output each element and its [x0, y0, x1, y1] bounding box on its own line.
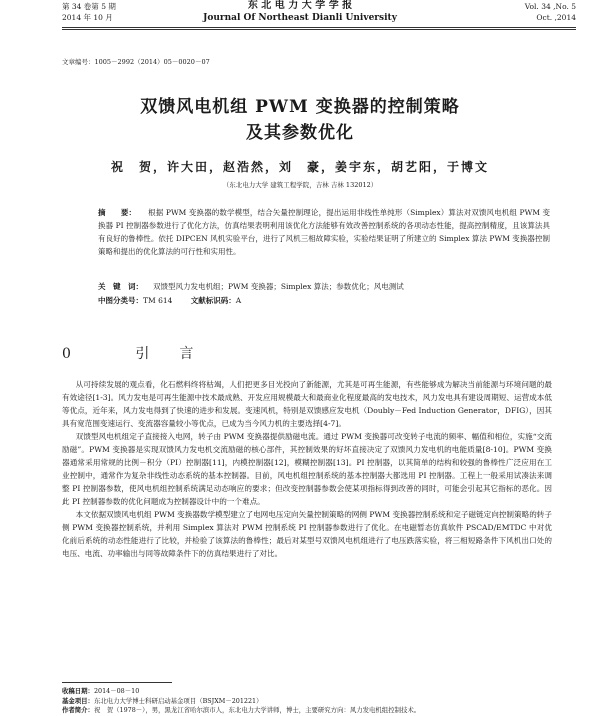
- doc-code-value: A: [235, 296, 242, 305]
- abstract-text: 根据 PWM 变换器的数学模型，结合矢量控制理论，提出运用非线性单纯形（Simplex）算法对双馈风电机组 PWM 变换器 PI 控制器参数进行了优化方法，仿真结果表明利用该优化方法能够有效改善控制系统的各项动态性能，提高控制精度，且该算法具有良好的鲁棒性。依托 DIPCEN 风机实验平台，进行了风机三相故障实验，实验结果证明了所建立的 Simplex 算法 PWM 变换器控制策略和提出的优化算法的可行性和实用性。: [98, 208, 551, 256]
- paper-title-line1: 双馈风电机组 PWM 变换器的控制策略: [140, 97, 460, 117]
- paragraph-3: 本文依据双馈风电机组 PWM 变换器数学模型建立了电网电压定向矢量控制策略的网侧 PWM 变换器控制系统和定子磁链定向控制策略的转子侧 PWM 变换器控制系统，并利用 Simplex 算法对 PWM 控制系统 PI 控制器参数进行了优化。在电磁暂态仿真软件 PSCAD/EMTDC 中对优化前后系统的动态性能进行了比较，并检验了该算法的鲁棒性；最后对某型号双馈风电机组进行了电压跌落实验，将三相短路条件下风机出口处的电压、电流、功率输出与同等故障条件下的仿真结果进行了对比。: [62, 510, 552, 558]
- authors: 祝 贺，许大田，赵浩然，刘 豪，姜宇东，胡艺阳，于博文: [110, 160, 489, 174]
- body-text: [62, 378, 552, 560]
- section-number: 0: [62, 346, 101, 362]
- section-title: 引言: [135, 346, 224, 362]
- keywords-label: 关 键 词：: [98, 282, 143, 291]
- header-volume-en: Vol. 34 ,No. 5: [524, 2, 576, 11]
- header-date-en: Oct. ,2014: [536, 13, 576, 22]
- header-rule-top: [62, 27, 576, 28]
- footnote: [62, 687, 562, 716]
- paragraph-1: 从可持续发展的观点看，化石燃料终将枯竭，人们把更多目光投向了新能源，尤其是可再生能源，有些能够成为解决当前能源与环境问题的最有效途径[1-3]。风力发电是可再生能源中技术最成熟、开发应用规模最大和最商业化程度最高的发电技术，风力发电具有建设周期短、运营成本低等优点，近年来，风力发电得到了快速的进步和发展。变速风机，特别是双馈感应发电机（Doubly－Fed Induction Generator，DFIG），因其具有宽范围变速运行、变流器容量较小等优点，已成为当今风力机的主要选择[4-7]。: [62, 380, 552, 428]
- paragraph-2: 双馈型风电机组定子直接接入电网，转子由 PWM 变换器提供励磁电流。通过 PWM 变换器可改变转子电流的频率、幅值和相位，实施“交流励磁”。PWM 变换器是实现双馈风力发电机交流励磁的核心部件，其控制效果的好坏直接决定了双馈风力发电机的电能质量[8-10]。PWM 变换器通常采用常规的比例－积分（PI）控制器[11]，内模控制器[12]，模糊控制器[13]。PI 控制器，以其简单的结构和较强的鲁棒性广泛应用在工业控制中，通常作为复杂非线性动态系统的基本控制器。目前，风电机组控制系统的基本控制器大都选用 PI 控制器。工程上一般采用试凑法来调整 PI 控制器参数，使风电机组控制系统满足动态响应的要求；但改变控制器参数会使某项指标得到改善的同时，可能会引起其它指标的恶化。因此 PI 控制器参数的优化问题成为控制器设计中的一个难点。: [62, 432, 552, 506]
- abstract: [98, 206, 550, 258]
- classification: [98, 295, 241, 306]
- footnote-author: 作者简介：祝 贺（1978－），男，黑龙江省哈尔滨市人，东北电力大学讲师，博士，主要研究方向：风力发电机组控制技术。: [62, 706, 421, 714]
- header-date: 2014 年 10 月: [62, 13, 113, 22]
- header-right: [525, 1, 576, 23]
- keywords: [98, 281, 550, 293]
- paper-title-line2: 及其参数优化: [246, 123, 354, 143]
- doc-code-label: 文献标识码：: [190, 296, 236, 305]
- header-volume: 第 34 卷第 5 期: [62, 2, 116, 11]
- header-center: [0, 0, 600, 24]
- header-rule-bottom: [62, 29, 576, 30]
- journal-title-cn: 东 北 电 力 大 学 学 报: [247, 0, 353, 11]
- clc-label: 中图分类号：: [98, 296, 143, 305]
- keywords-text: 双馈型风力发电机组；PWM 变换器；Simplex 算法；参数优化；风电测试: [153, 282, 404, 291]
- abstract-label: 摘 要：: [98, 208, 137, 217]
- footnote-rule: [62, 682, 172, 683]
- footnote-received: 收稿日期：2014－08－10: [62, 687, 140, 695]
- affiliation: （东北电力大学 建筑工程学院，吉林 吉林 132012）: [222, 181, 378, 189]
- clc-value: TM 614: [143, 296, 173, 305]
- article-number: 文章编号：1005－2992（2014）05－0020－07: [62, 58, 210, 66]
- journal-title-en: Journal Of Northeast Dianli University: [203, 13, 397, 23]
- footnote-fund: 基金项目：东北电力大学博士科研启动基金项目（BSJXM－201221）: [62, 696, 263, 705]
- section-heading: [62, 343, 223, 363]
